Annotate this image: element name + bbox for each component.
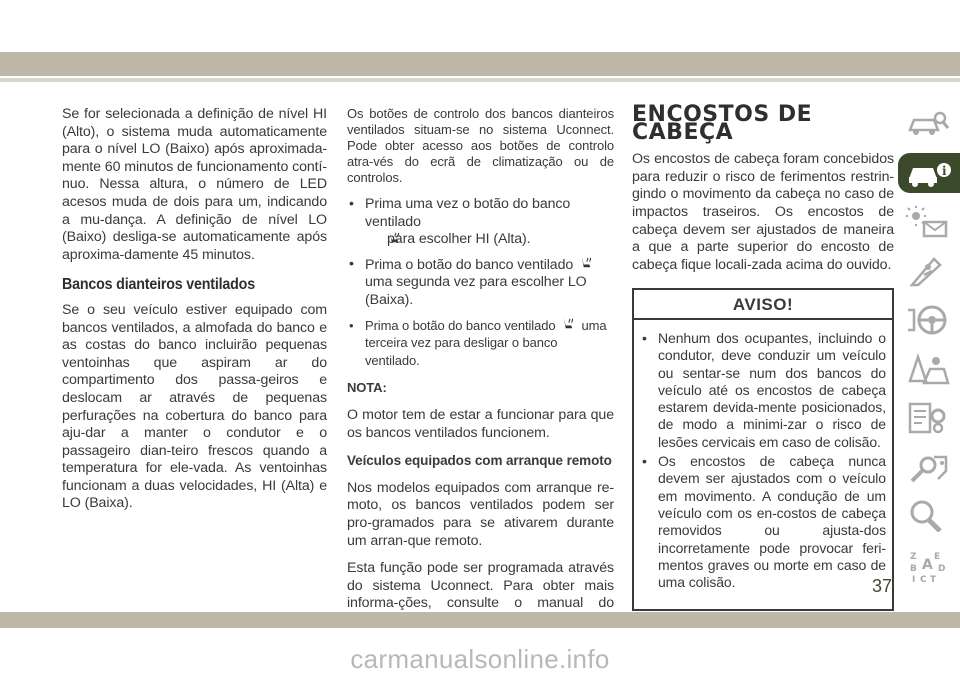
column-1 xyxy=(62,106,327,523)
tab-roadside[interactable] xyxy=(898,349,960,389)
list-item xyxy=(347,256,614,310)
step-text: para escolher HI (Alta). xyxy=(387,231,531,248)
tab-car-search[interactable] xyxy=(898,104,960,144)
heading-remote-start: Veículos equipados com arranque remoto xyxy=(347,453,612,469)
column-3 xyxy=(632,102,894,611)
header-band xyxy=(0,52,960,76)
tab-wrench[interactable] xyxy=(898,447,960,487)
warning-title: AVISO! xyxy=(634,290,892,320)
paragraph-uconnect: Esta função pode ser programada através do sistema Uconnect. Para obter mais informa-ções, consulte o manual do xyxy=(347,560,614,612)
ventilated-seat-icon xyxy=(561,317,576,332)
list-item xyxy=(347,196,614,249)
heading-ventilated-seats: Bancos dianteiros ventilados xyxy=(62,276,255,294)
tab-steering[interactable] xyxy=(898,300,960,340)
airbag-person-icon xyxy=(906,255,950,287)
svg-text:i: i xyxy=(942,164,947,178)
step-text: uma segunda vez para escolher LO (Baixa). xyxy=(365,274,587,308)
paragraph-control-buttons: Os botões de controlo dos bancos dianteiros ventilados situam-se no sistema Uconnect. Pode obter acesso aos botões de controlo atra-vés do ecrã de climatização ou de controlos. xyxy=(347,106,614,185)
svg-text:E: E xyxy=(934,552,941,562)
section-title: ENCOSTOS DE CABEÇA xyxy=(632,102,813,145)
steering-wheel-icon xyxy=(906,304,950,336)
svg-text:C: C xyxy=(920,575,927,585)
roadside-warning-icon xyxy=(906,353,950,385)
ventilated-seat-icon xyxy=(579,256,594,271)
paragraph-ventilated-seats: Se o seu veículo estiver equipado com bancos ventilados, a almofada do banco e as costas do banco incluirão pequenas ventoinhas que aspiram ar do compartimento dos passa-geiros e deslocam ar através de pequenas perfurações na cobertura do banco para aju-dar a manter o condutor e o passageiro dian-teiro frescos quando a temperatura for ele-vada. As ventoinhas funcionam a duas velocidades, HI (Alta) e LO (Baixa). xyxy=(62,301,327,512)
svg-text:Z: Z xyxy=(910,552,917,562)
tab-car-info[interactable] xyxy=(898,153,960,193)
step-text: Prima o botão do banco ventilado xyxy=(365,256,574,273)
paragraph-remote-start: Nos modelos equipados com arranque re-moto, os bancos ventilados podem ser pro-gramados para se ativarem durante um arran-que remoto. xyxy=(347,479,614,549)
svg-text:A: A xyxy=(922,557,933,573)
checklist-gear-icon xyxy=(906,402,950,434)
tab-warning-lights[interactable] xyxy=(898,202,960,242)
warning-lights-icon xyxy=(906,206,950,238)
warning-box xyxy=(632,288,894,611)
list-item: • Os encostos de cabeça nunca devem ser ajustados com o veículo em movimento. A condução de um veículo com os en-costos de cabeça removidos ou ajusta-dos incorretamente pode provocar feri-mentos graves ou morte em caso de uma colisão. xyxy=(640,453,886,591)
paragraph-headrests: Os encostos de cabeça foram concebidos para reduzir o risco de ferimentos restrin-gindo o movimento da cabeça no caso de impactos traseiros. Os encostos de cabeça devem ser ajustados de maneira a que a parte superior do encosto de cabeça fique locali-zada acima do ouvido. xyxy=(632,151,894,273)
step-text: Prima uma vez o botão do banco ventilado xyxy=(365,196,571,230)
page-number: 37 xyxy=(872,576,893,596)
note-text: O motor tem de estar a funcionar para que os bancos ventilados funcionem. xyxy=(347,406,614,441)
svg-text:D: D xyxy=(938,564,946,574)
svg-text:T: T xyxy=(930,575,937,585)
car-info-icon xyxy=(906,157,954,189)
tab-index[interactable] xyxy=(898,545,960,585)
chapter-tabs xyxy=(898,104,960,594)
list-item: • Nenhum dos ocupantes, incluindo o condutor, deve conduzir um veículo ou sentar-se num dos bancos do veículo até os encostos de cabeça estarem devida-mente posicionados, de modo a minimi-zar o risco de lesões cervicais em caso de colisão. xyxy=(640,330,886,451)
svg-text:I: I xyxy=(912,575,916,585)
watermark-text: carmanualsonline.info xyxy=(350,644,610,674)
magnifier-icon xyxy=(906,500,950,532)
warning-list xyxy=(640,330,886,591)
wrench-note-icon xyxy=(906,451,950,483)
alphabet-index-icon xyxy=(906,549,950,585)
car-search-icon xyxy=(906,108,950,140)
column-2 xyxy=(347,106,614,640)
tab-airbag[interactable] xyxy=(898,251,960,291)
tab-search[interactable] xyxy=(898,496,960,536)
list-item xyxy=(347,317,614,370)
tab-checklist[interactable] xyxy=(898,398,960,438)
paragraph-hi-level: Se for selecionada a definição de nível HI (Alto), o sistema muda automaticamente para o nível LO (Baixo) após aproximada-mente 60 minutos de funcionamento contí-nuo. Nessa altura, o número de LED acesos muda de dois para um, indicando a mu-dança. A definição de nível LO (Baixo) desliga-se automaticamente após aproxima-damente 45 minutos. xyxy=(62,106,327,263)
step-text: Prima o botão do banco ventilado xyxy=(365,317,556,333)
button-steps-list xyxy=(347,196,614,369)
step-text: uma terceira vez para desligar o banco ventilado. xyxy=(365,317,607,368)
svg-text:B: B xyxy=(910,564,917,574)
note-label: NOTA: xyxy=(347,380,387,396)
footer-band xyxy=(0,612,960,628)
